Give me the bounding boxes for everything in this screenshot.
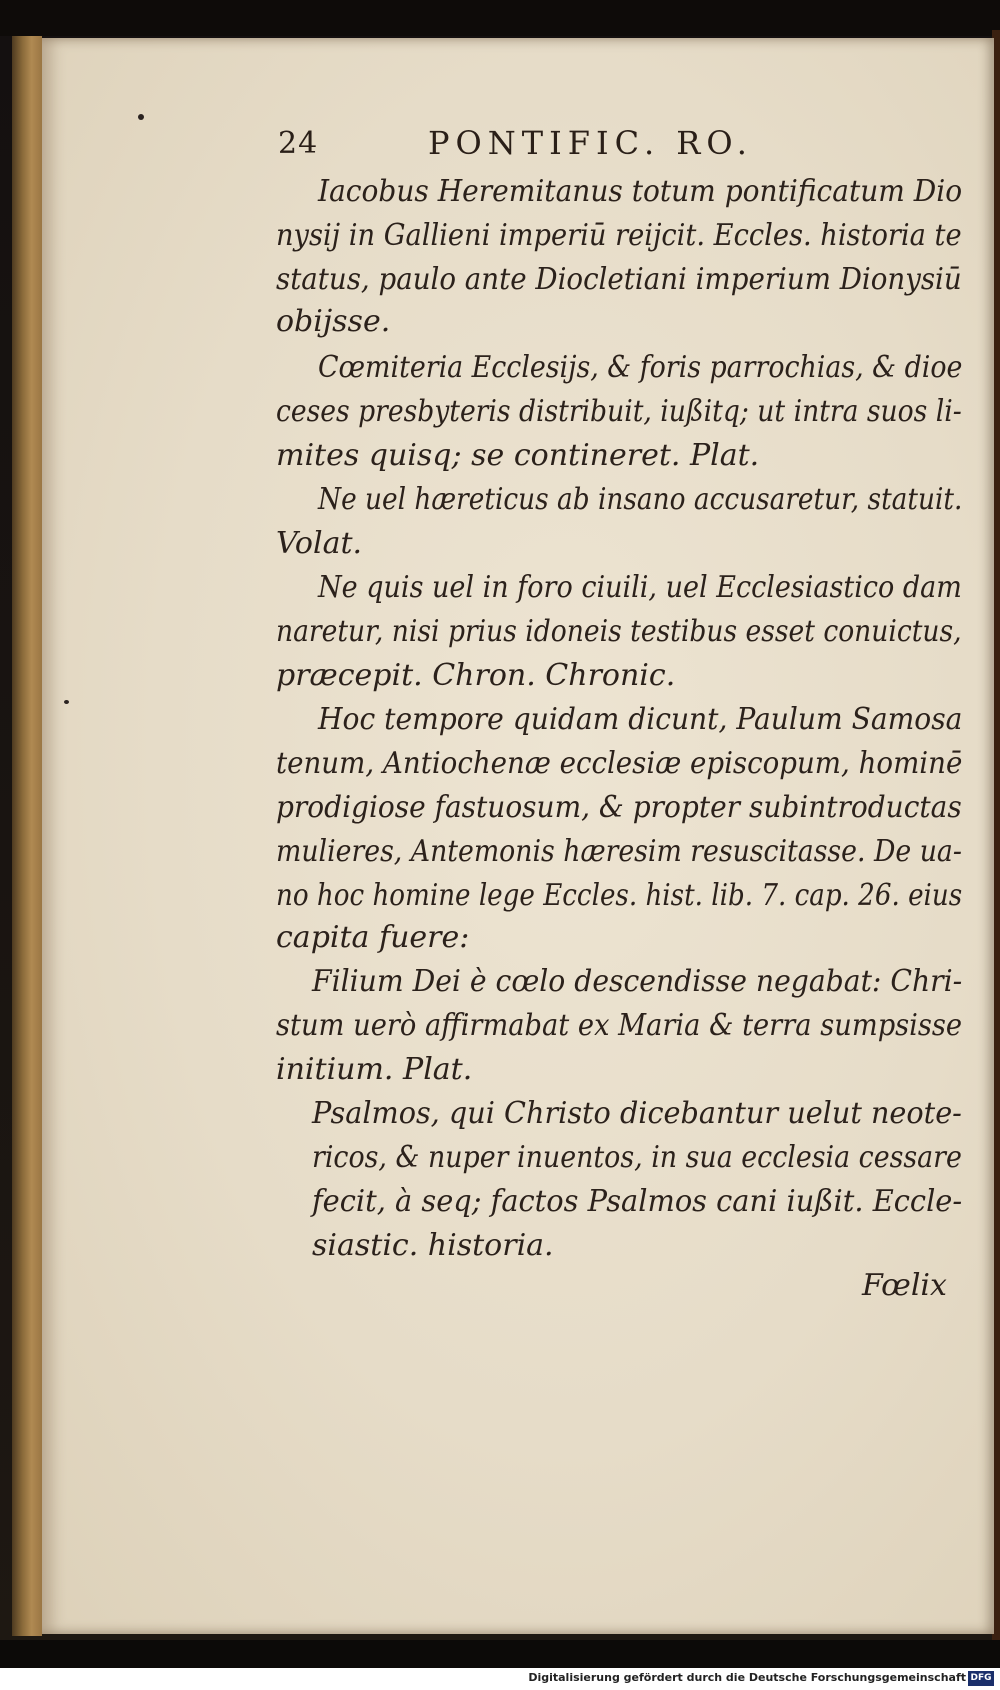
digitization-credit: Digitalisierung gefördert durch die Deutsche Forschungsgemeinschaft xyxy=(528,1671,966,1684)
top-margin-strip xyxy=(0,0,1000,36)
text-line: initium. Plat. xyxy=(276,1052,473,1087)
text-line: Psalmos, qui Christo dicebantur uelut neote- xyxy=(312,1096,962,1131)
text-line: præcepit. Chron. Chronic. xyxy=(276,658,676,693)
text-line: no hoc homine lege Eccles. hist. lib. 7. cap. 26. eius xyxy=(276,878,963,913)
text-line: obijsse. xyxy=(276,304,391,339)
text-line: mulieres, Antemonis hæresim resuscitasse. De ua- xyxy=(276,834,962,869)
text-line: Ne uel hæreticus ab insano accusaretur, statuit. xyxy=(318,482,963,517)
running-head-title: PONTIFIC. RO. xyxy=(428,124,753,162)
text-line: Cœmiteria Ecclesijs, & foris parrochias, & dioe xyxy=(318,350,963,385)
digitization-footer xyxy=(0,1668,1000,1690)
text-line: mites quisq; se contineret. Plat. xyxy=(276,438,760,473)
text-line: naretur, nisi prius idoneis testibus esset conuictus, xyxy=(276,614,962,649)
ink-speck xyxy=(138,114,144,120)
text-line: capita fuere: xyxy=(276,920,470,955)
text-line: tenum, Antiochenæ ecclesiæ episcopum, hominē xyxy=(276,746,963,781)
text-line: fecit, à seq; factos Psalmos cani iußit. Eccle- xyxy=(312,1184,963,1219)
text-line: ricos, & nuper inuentos, in sua ecclesia cessare xyxy=(312,1140,962,1175)
text-line: Hoc tempore quidam dicunt, Paulum Samosa xyxy=(318,702,963,737)
catchword: Fœlix xyxy=(862,1268,947,1303)
text-line: Iacobus Heremitanus totum pontificatum Dio xyxy=(318,174,963,209)
dfg-logo-icon: DFG xyxy=(968,1671,994,1686)
text-line: nysij in Gallieni imperiū reijcit. Eccles. historia te xyxy=(276,218,962,253)
text-line: status, paulo ante Diocletiani imperium Dionysiū xyxy=(276,262,962,297)
ink-speck xyxy=(64,700,69,704)
text-line: stum uerò affirmabat ex Maria & terra sumpsisse xyxy=(276,1008,963,1043)
bottom-margin-strip xyxy=(0,1640,1000,1668)
text-line: siastic. historia. xyxy=(312,1228,554,1263)
text-line: prodigiose fastuosum, & propter subintroductas xyxy=(276,790,962,825)
text-line: ceses presbyteris distribuit, iußitq; ut intra suos li- xyxy=(276,394,962,429)
text-line: Ne quis uel in foro ciuili, uel Ecclesiastico dam xyxy=(318,570,962,605)
text-line: Volat. xyxy=(276,526,363,561)
page-number: 24 xyxy=(278,126,319,161)
text-line: Filium Dei è cœlo descendisse negabat: Chri- xyxy=(312,964,963,999)
running-head xyxy=(278,122,838,168)
page-stack-edge xyxy=(12,36,42,1636)
